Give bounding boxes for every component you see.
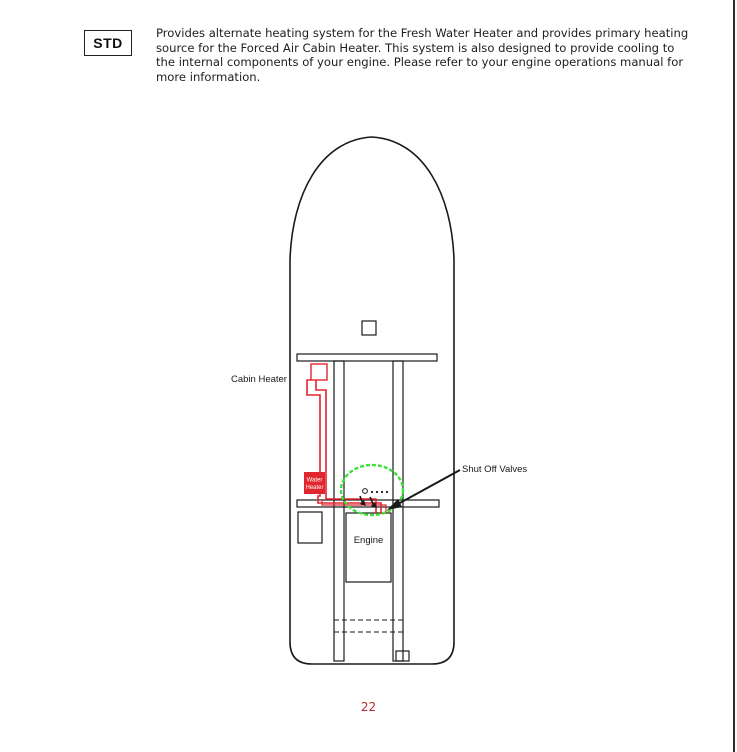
left-stringer <box>334 361 344 661</box>
page-number: 22 <box>360 700 377 714</box>
valve-dot <box>371 491 373 493</box>
engine-block <box>346 513 391 582</box>
engine-label: Engine <box>353 535 384 546</box>
valve-dot <box>381 491 383 493</box>
valve-dot <box>376 491 378 493</box>
hull-outline <box>290 137 454 664</box>
right-stringer <box>393 361 403 661</box>
system-description: Provides alternate heating system for the Fresh Water Heater and provides primary heating source for the Forced Air Cabin Heater. This system is also designed to provide cooling to the internal components of your engine. Please refer to your engine operations manual for more information. <box>156 26 689 84</box>
valve-dot <box>386 491 388 493</box>
cabin-heater-label: Cabin Heater <box>231 374 287 385</box>
std-badge: STD <box>84 30 132 56</box>
forward-hatch <box>362 321 376 335</box>
side-compartment <box>298 512 322 543</box>
water-heater-label-line2: Heater <box>305 485 324 491</box>
cabin-heater-box <box>311 364 327 380</box>
upper-crossbar <box>297 354 437 361</box>
water-heater-label-line1: Water <box>306 477 323 484</box>
shut-off-callout-arrowhead <box>387 499 402 510</box>
shut-off-callout-line <box>398 470 460 504</box>
shut-off-valves-label: Shut Off Valves <box>462 464 528 475</box>
shut-off-valve <box>363 489 368 494</box>
